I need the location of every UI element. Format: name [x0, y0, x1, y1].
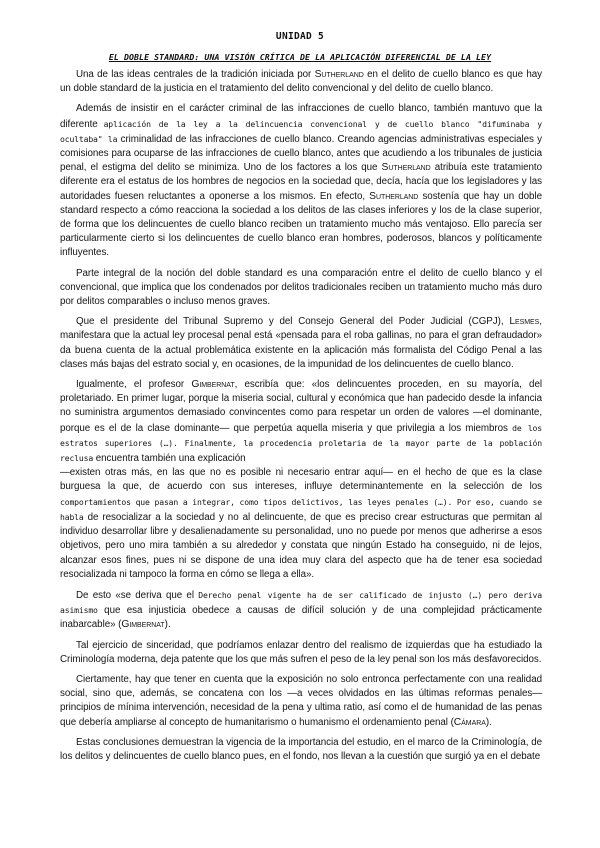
author-name: Lesmes [509, 316, 540, 328]
document-body [60, 68, 542, 770]
paragraph-text: Que el presidente del Tribunal Supremo y del Consejo General del Poder Judicial (CGPJ), [76, 316, 504, 328]
paragraph-text: , manifestara que la actual ley procesal penal está «pensada para el roba gallinas, no para el gran defraudador» da buena cuenta de la actual problemática existente en la aplicación más formalista del Código Penal a las clases más bajas del estrato social y, en ocasiones, de la impunidad de los delincuentes de cuello blanco. [60, 316, 542, 370]
paragraph-text: que esa injusticia obedece a causas de difícil solución y de una complejidad prácticamente inabarcable» ( [60, 605, 542, 631]
author-name: Sutherland [314, 69, 364, 80]
paragraph-text: Además de insistir en el carácter criminal de las infracciones de cuello blanco, también mantuvo que la diferente [60, 103, 542, 130]
paragraph-5 [60, 378, 542, 582]
paragraph-7: Tal ejercicio de sinceridad, que podríamos enlazar dentro del realismo de izquierdas que ha estudiado la Criminología moderna, deja patente que los que más sufren el peso de la ley penal son los más desfavorecidos. [60, 639, 542, 665]
paragraph-text: , escribía que: «los delincuentes proceden, en su mayoría, del proletariado. En primer lugar, porque la miseria social, cultural y económica que han padecido desde la infancia no suministra argumentos demasiado convincentes como para respetar un orden de valores —el dominante, porque es el de la clase dominante— que perpetúa aquella miseria y que privilegia a los miembros [60, 379, 542, 434]
paragraph-8 [60, 673, 542, 730]
paragraph-text: ). [164, 619, 171, 631]
paragraph-6 [60, 588, 542, 633]
paragraph-text: Derecho penal vigente ha de ser calificado de injusto (…) pero deriva asimismo [60, 589, 542, 616]
paragraph-text: criminalidad de las infracciones de cuello blanco. Creando agencias administrativas especiales y comisiones para ocuparse de las infracciones de cuello blanco, antes que acudiendo a los tribunales de justicia penal, el estigma del delito se minimiza. Uno de los factores a los que [60, 133, 542, 174]
paragraph-3: Parte integral de la noción del doble standard es una comparación entre el delito de cuello blanco y el convencional, que implica que los condenados por delitos tradicionales reciben un tratamiento mucho más duro por delitos comparables o incluso menos graves. [60, 267, 542, 308]
paragraph-4 [60, 315, 542, 372]
unit-heading: UNIDAD 5 [275, 31, 325, 42]
document-title: EL DOBLE STANDARD: UNA VISIÓN CRÍTICA DE LA APLICACIÓN DIFERENCIAL DE LA LEY [108, 52, 492, 62]
paragraph-text [60, 466, 542, 582]
paragraph-1 [60, 68, 542, 96]
paragraph-text: Una de las ideas centrales de la tradición iniciada por [76, 69, 312, 80]
paragraph-text: comportamientos que pasan a integrar, como tipos delictivos, las leyes penales (…). Por eso, cuando se habla [60, 496, 542, 522]
paragraph-text: en el delito de cuello blanco es que hay un doble standard de la justicia en el tratamiento del delito convencional y del delito de cuello blanco. [60, 69, 542, 95]
author-name: Gimbernat [191, 379, 235, 391]
paragraph-text: Igualmente, el profesor [76, 379, 185, 391]
author-name: Gimbernat [121, 619, 165, 631]
author-name: Cámara [453, 716, 486, 728]
paragraph-text: atribuía este tratamiento diferente era el estatus de los hombres de negocios en la sociedad que, decía, hacía que los legisladores y las autoridades fuesen reluctantes a oponerse a los mismos. En efecto, [60, 162, 542, 202]
paragraph-text: —existen otras más, en las que no es posible ni necesario entrar aquí— en el hecho de que es la clase burguesa la que, de acuerdo con sus intereses, influye determinantemente en la selección de los [60, 467, 542, 493]
paragraph-9: Estas conclusiones demuestran la vigencia de la importancia del estudio, en el marco de la Criminología, de los delitos y delincuentes de cuello blanco pues, en el fondo, nos llevan a la cuestión que surgió ya en el debate [60, 736, 542, 762]
paragraph-text: Ciertamente, hay que tener en cuenta que la exposición no solo entronca perfectamente con una realidad social, sino que, además, se concatena con los —a veces olvidados en las últimas reformas penales— principios de mínima intervención, necesidad de la pena y ultima ratio, así como el de humanidad de las penas que debería ampliarse al concepto de humanitarismo o humanismo el ordenamiento penal ( [60, 673, 542, 728]
paragraph-text: De esto «se deriva que el [76, 589, 194, 601]
author-name: Sutherland [381, 162, 431, 174]
paragraph-text: ). [485, 716, 492, 728]
paragraph-text: sostenía que hay un doble standard respecto a cómo reacciona la sociedad a los delitos de las clases inferiores y los de la clase superior, de forma que los delincuentes de cuello blanco reciben un tratamiento mucho más ventajoso. Ello parecía ser particularmente cierto si los delincuentes de cuello blanco eran hombres, poderosos, blancos y políticamente influyentes. [60, 190, 542, 259]
paragraph-text: de los estratos superiores (…). Finalmente, la procedencia proletaria de la mayor parte de la población reclusa [60, 422, 542, 464]
paragraph-2 [60, 102, 542, 260]
paragraph-text: aplicación de la ley a la delincuencia convencional y de cuello blanco "difuminaba y ocultaba" la [60, 118, 542, 144]
paragraph-text: encuentra también una explicación [95, 453, 246, 465]
paragraph-text: de resocializar a la sociedad y no al delincuente, de que es preciso crear estructuras que permitan al individuo desarrollar libre y desalienadamente su personalidad, uno no puede por menos que adherirse a esos objetivos, pero uno mira también a su alrededor y constata que ningún Estado ha conseguido, ni de lejos, alcanzar esos fines, pues ni se dispone de una idea muy clara del aspecto que ha de tener esa sociedad resocializada ni tampoco la forma en cómo se llega a ella». [60, 511, 542, 580]
author-name: Sutherland [369, 190, 419, 202]
